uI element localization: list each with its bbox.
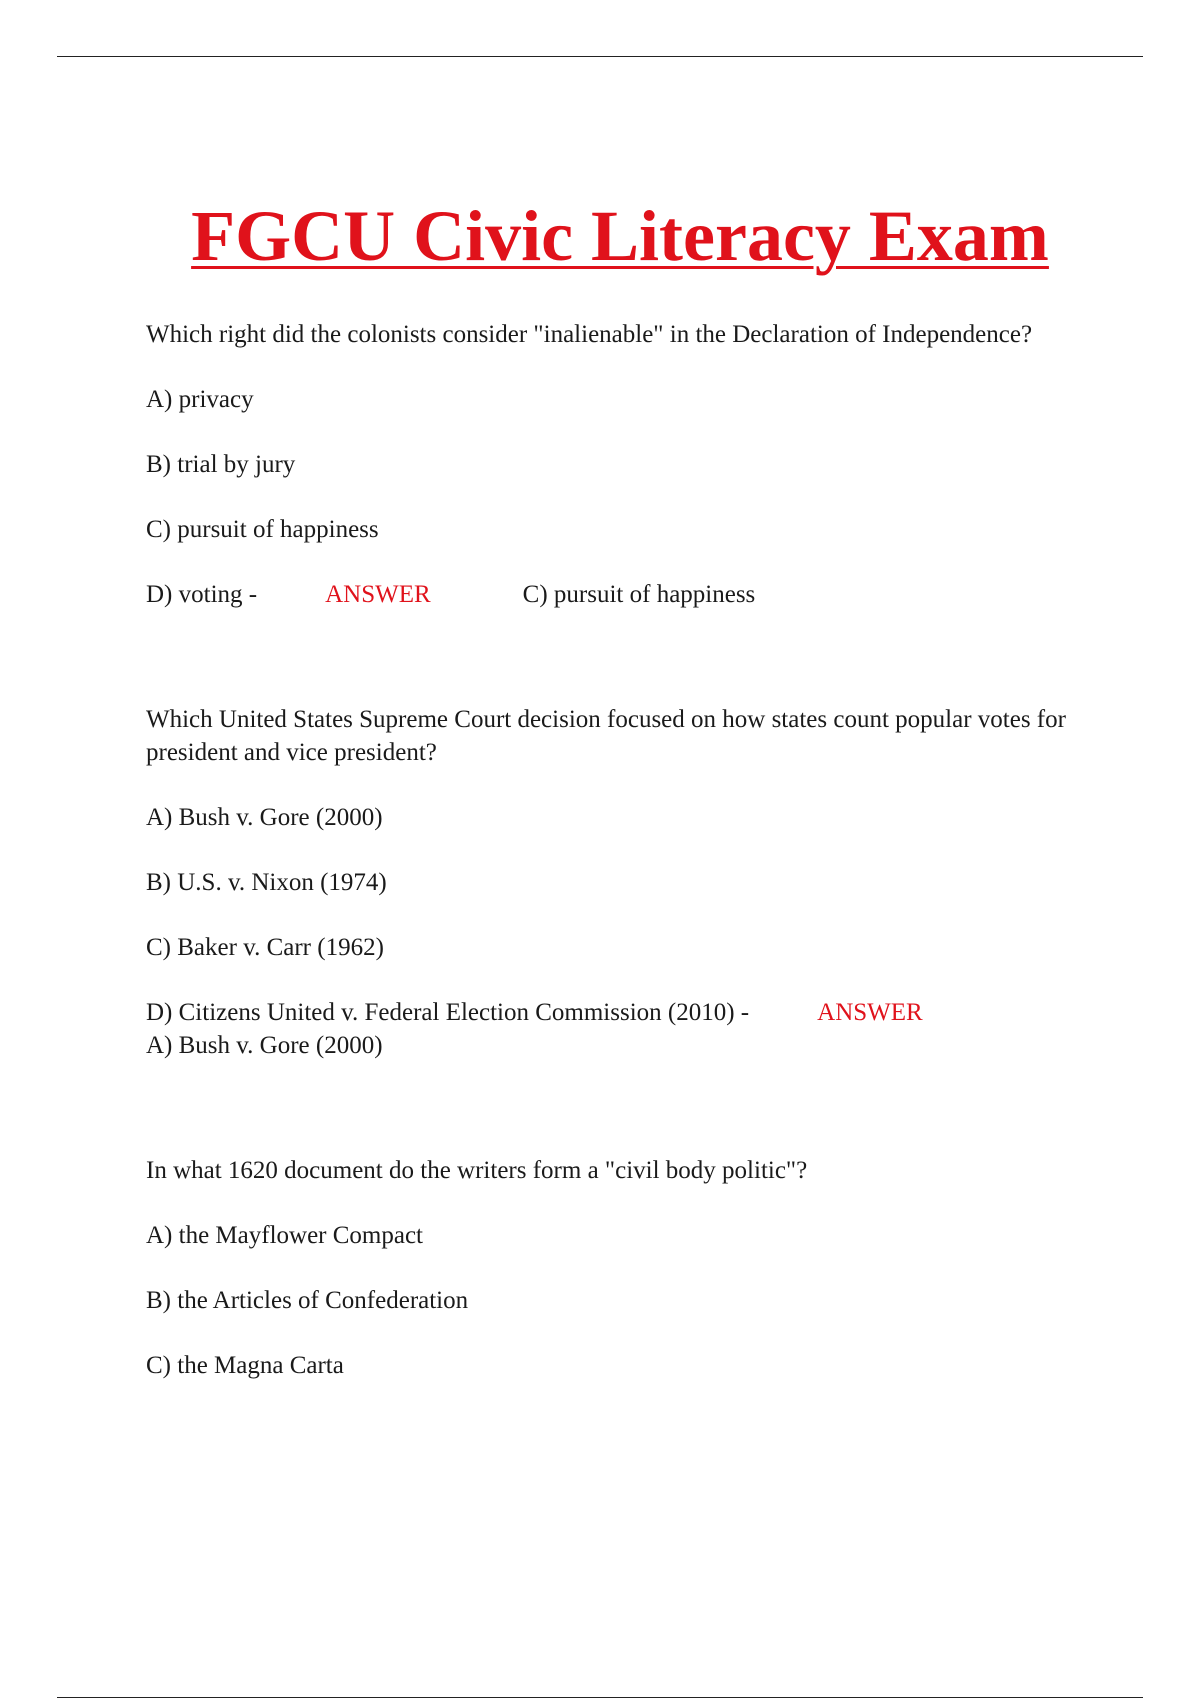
option-a: A) the Mayflower Compact — [146, 1222, 424, 1249]
question-prompt: In what 1620 document do the writers form a "civil body politic"? — [146, 1157, 808, 1184]
question-prompt: Which United States Supreme Court decision focused on how states count popular votes for president and vice president? — [146, 706, 1066, 766]
option-a: A) privacy — [146, 386, 254, 413]
exam-content — [146, 318, 1096, 1382]
option-c: C) the Magna Carta — [146, 1352, 344, 1379]
option-b: B) U.S. v. Nixon (1974) — [146, 869, 387, 896]
question-block-1 — [146, 318, 1096, 611]
answer-value: C) pursuit of happiness — [522, 581, 756, 608]
document-title: FGCU Civic Literacy Exam — [191, 196, 1049, 277]
answer-label: ANSWER — [325, 581, 431, 608]
option-d: D) voting - — [146, 581, 258, 608]
question-block-3 — [146, 1154, 1096, 1382]
option-b: B) trial by jury — [146, 451, 296, 478]
top-rule — [57, 56, 1143, 57]
answer-label: ANSWER — [817, 999, 923, 1026]
option-d-with-answer — [146, 996, 1096, 1029]
option-c: C) Baker v. Carr (1962) — [146, 934, 384, 961]
question-block-2 — [146, 703, 1096, 1062]
option-c: C) pursuit of happiness — [146, 516, 379, 543]
bottom-rule — [57, 1697, 1143, 1698]
question-prompt: Which right did the colonists consider "inalienable" in the Declaration of Independence? — [146, 321, 1033, 348]
answer-value: A) Bush v. Gore (2000) — [146, 1032, 383, 1059]
option-d: D) Citizens United v. Federal Election Commission (2010) - — [146, 999, 750, 1026]
option-a: A) Bush v. Gore (2000) — [146, 804, 383, 831]
option-d-with-answer — [146, 578, 1096, 611]
option-b: B) the Articles of Confederation — [146, 1287, 469, 1314]
